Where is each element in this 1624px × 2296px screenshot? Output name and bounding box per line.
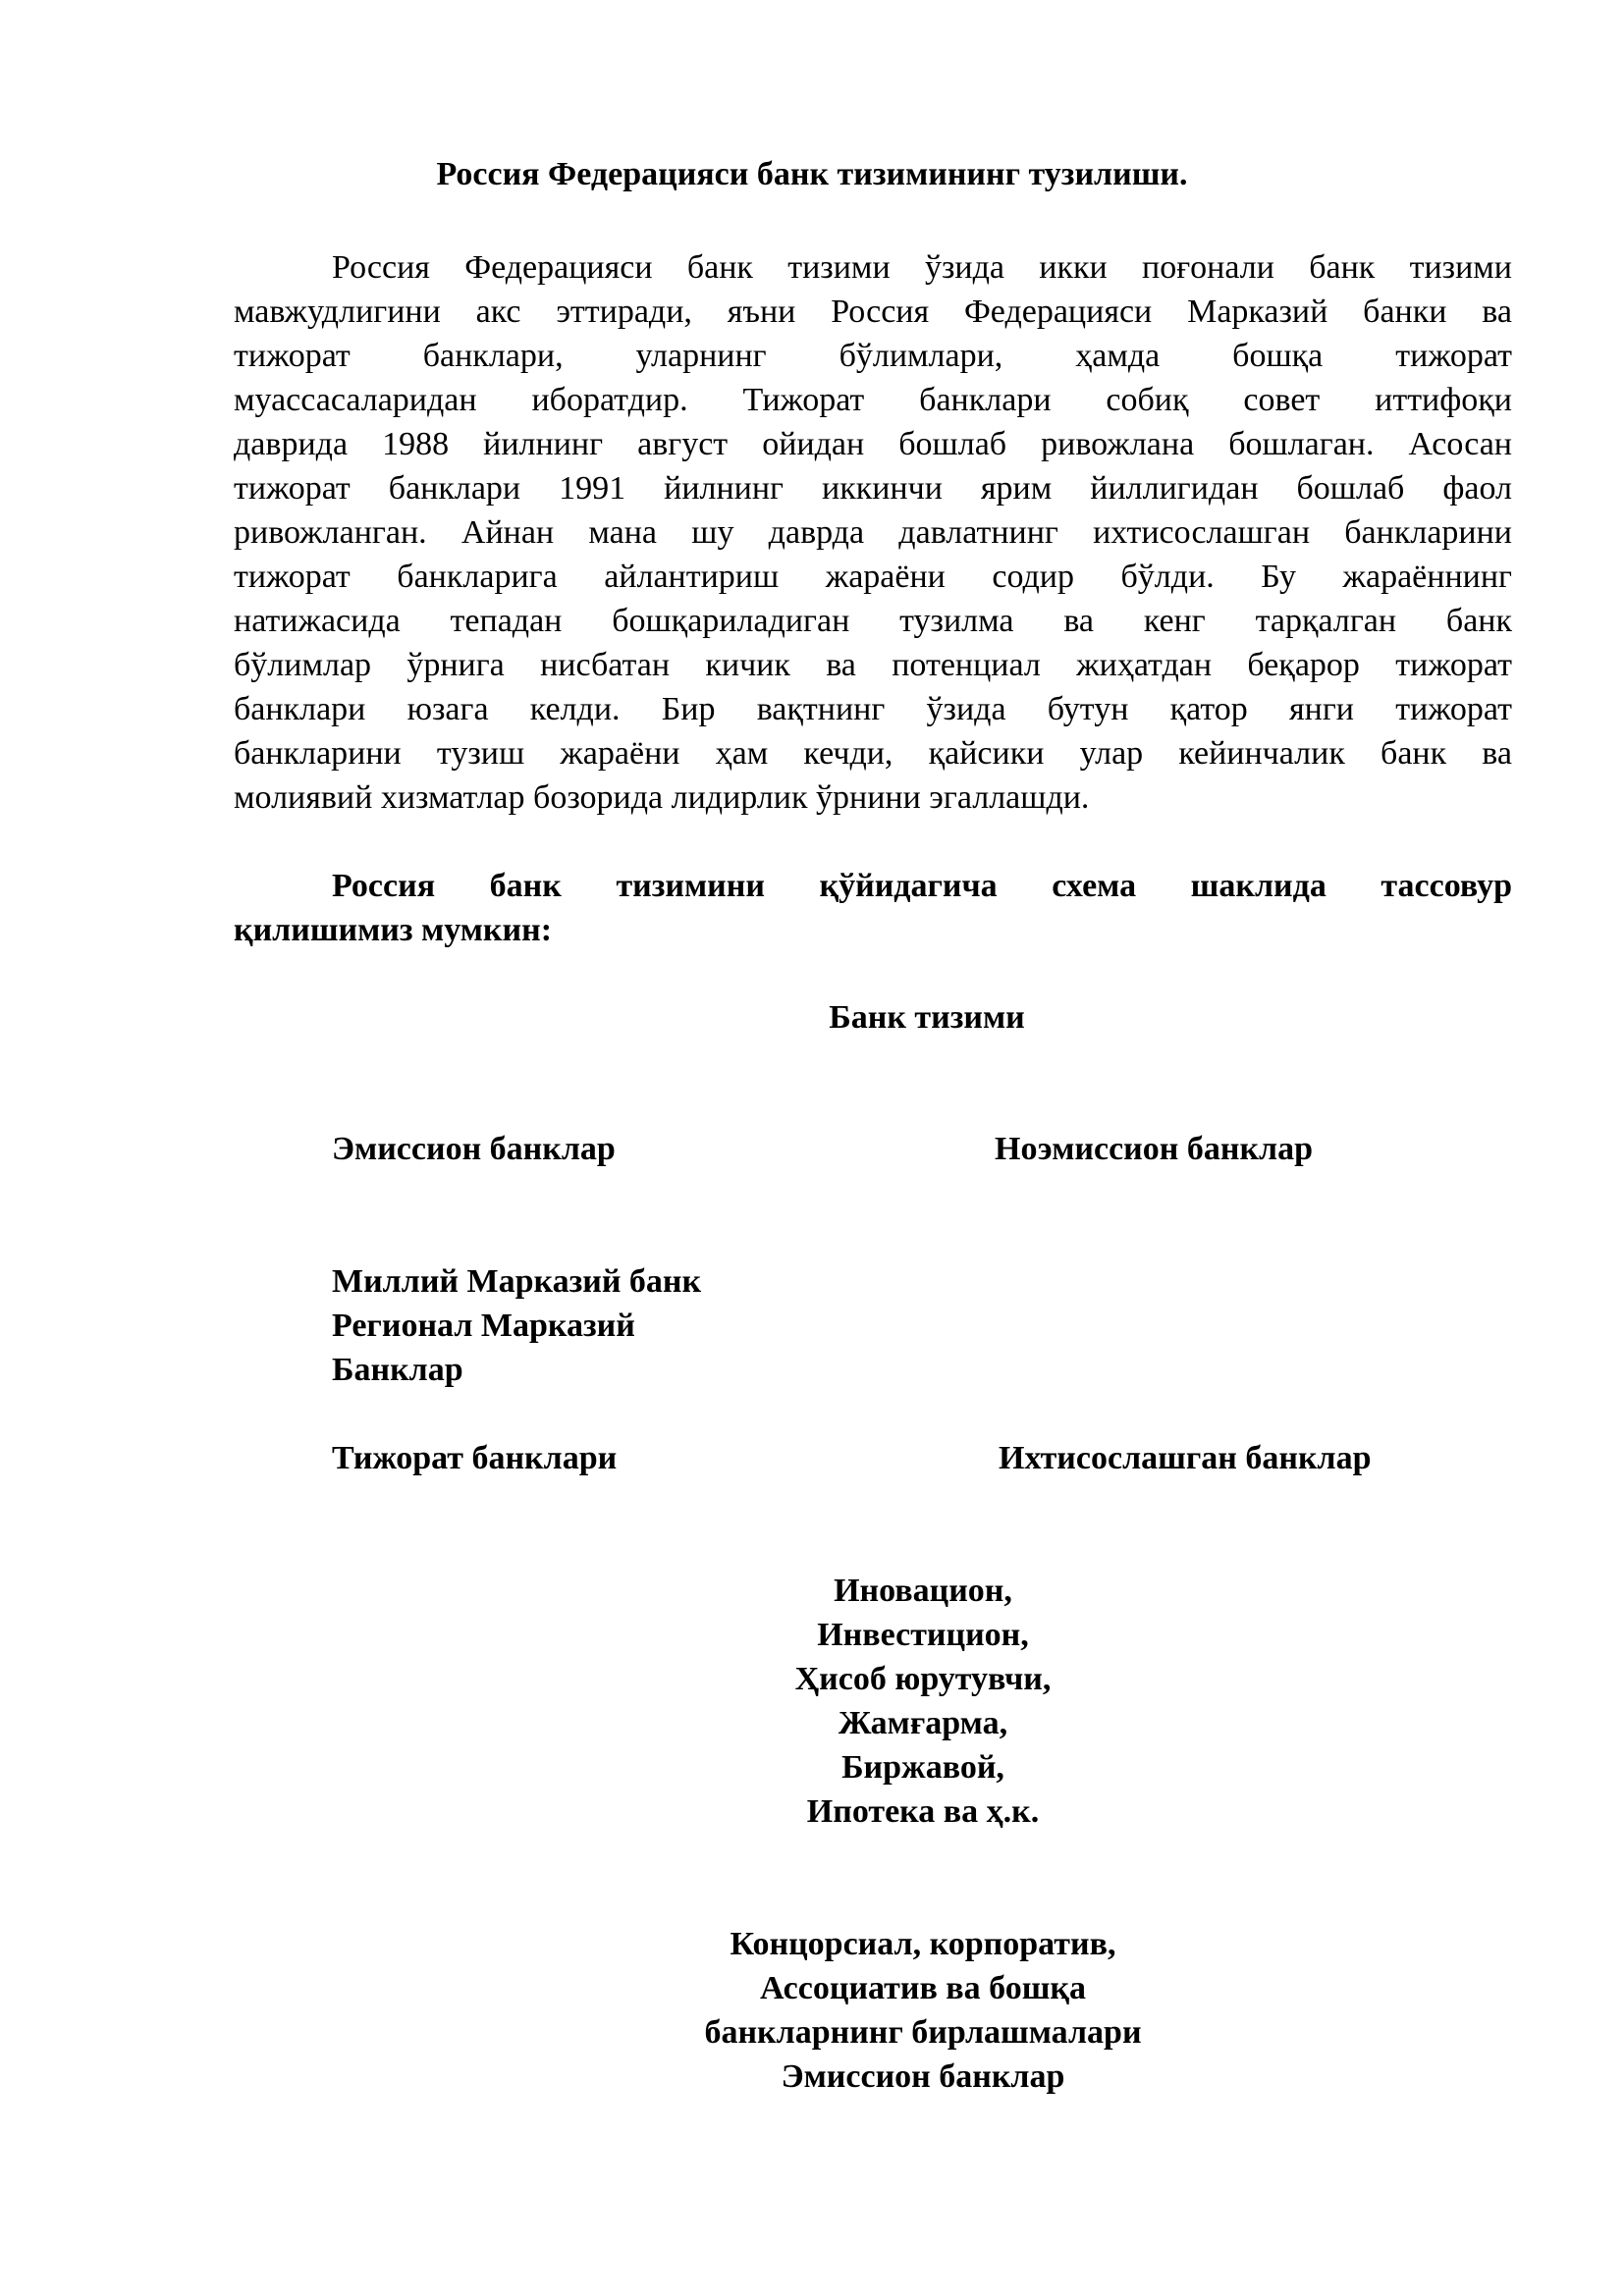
commercial-banks-label: Тижорат банклари <box>332 1440 618 1476</box>
paragraph-line: даврида 1988 йилнинг август ойидан бошлаб ривожлана бошлаган. Асосан <box>234 426 1512 462</box>
paragraph-line: молиявий хизматлар бозорида лидирлик ўрнини эгаллашди. <box>234 779 1090 816</box>
paragraph-line: банклари юзага келди. Бир вақтнинг ўзида бутун қатор янги тижорат <box>234 691 1512 727</box>
associations-block <box>530 1922 1316 2099</box>
central-banks-block <box>332 1259 701 1392</box>
paragraph-line: муассасаларидан иборатдир. Тижорат банклари собиқ совет иттифоқи <box>234 382 1512 418</box>
specialized-type: Иновацион, <box>834 1573 1012 1609</box>
scheme-intro <box>234 864 1512 952</box>
specialized-banks-label: Ихтисослашган банклар <box>999 1440 1372 1476</box>
central-banks-line: Регионал Марказий <box>332 1308 635 1344</box>
paragraph-line: тижорат банклари 1991 йилнинг иккинчи ярим йиллигидан бошлаб фаол <box>234 470 1512 507</box>
document-title: Россия Федерацияси банк тизимининг тузилиши. <box>436 156 1188 192</box>
paragraph-line: тижорат банкларига айлантириш жараёни содир бўлди. Бу жараённинг <box>234 559 1512 595</box>
central-banks-line: Миллий Марказий банк <box>332 1263 702 1300</box>
associations-line: банкларнинг бирлашмалари <box>704 2014 1142 2051</box>
nonemission-banks-label: Ноэмиссион банклар <box>995 1131 1314 1167</box>
scheme-root-label: Банк тизими <box>829 999 1025 1036</box>
specialized-type: Ҳисоб юрутувчи, <box>794 1661 1052 1697</box>
associations-line: Эмиссион банклар <box>781 2058 1065 2095</box>
emission-banks-label: Эмиссион банклар <box>332 1131 616 1167</box>
paragraph-line: ривожланган. Айнан мана шу даврда давлатнинг ихтисослашган банкларини <box>234 514 1512 551</box>
paragraph-line: натижасида тепадан бошқариладиган тузилма ва кенг тарқалган банк <box>234 603 1512 639</box>
associations-line: Ассоциатив ва бошқа <box>759 1970 1087 2006</box>
associations-line: Концорсиал, корпоратив, <box>730 1926 1116 1962</box>
paragraph-line: тижорат банклари, уларнинг бўлимлари, ҳамда бошқа тижорат <box>234 338 1512 374</box>
body-paragraph <box>234 245 1512 820</box>
specialized-type: Биржавой, <box>841 1749 1004 1786</box>
specialized-type: Инвестицион, <box>817 1617 1029 1653</box>
specialized-types-block <box>628 1569 1218 1834</box>
intro-line: Россия банк тизимини қўйидагича схема шаклида тассовур <box>332 868 1512 904</box>
specialized-type: Жамғарма, <box>838 1705 1008 1741</box>
specialized-type: Ипотека ва ҳ.к. <box>806 1793 1040 1830</box>
intro-line: қилишимиз мумкин: <box>234 912 553 948</box>
paragraph-line: мавжудлигини акс эттиради, яъни Россия Федерацияси Марказий банки ва <box>234 294 1512 330</box>
paragraph-line: Россия Федерацияси банк тизими ўзида икки поғонали банк тизими <box>332 249 1512 286</box>
paragraph-line: банкларини тузиш жараёни ҳам кечди, қайсики улар кейинчалик банк ва <box>234 735 1512 772</box>
paragraph-line: бўлимлар ўрнига нисбатан кичик ва потенциал жиҳатдан беқарор тижорат <box>234 647 1512 683</box>
central-banks-line: Банклар <box>332 1352 463 1388</box>
